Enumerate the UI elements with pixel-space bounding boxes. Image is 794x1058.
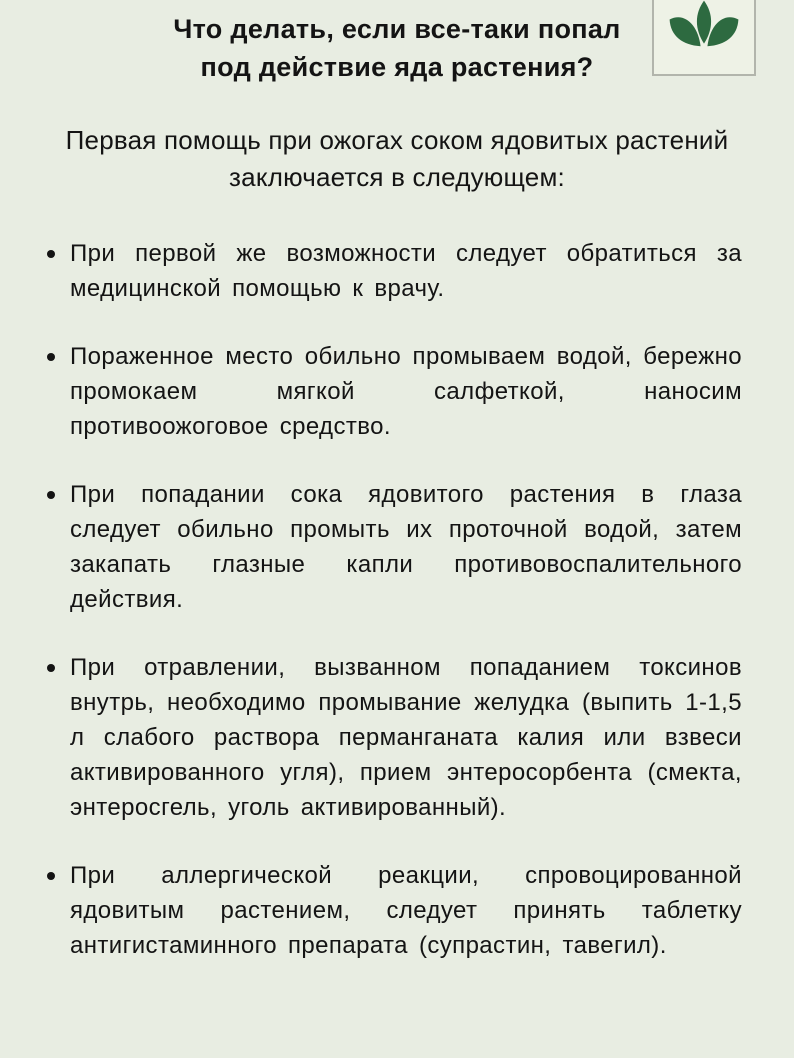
logo bbox=[652, 0, 756, 76]
list-item bbox=[44, 339, 742, 444]
bullet-dot bbox=[47, 353, 55, 361]
leaf-left bbox=[670, 17, 701, 46]
leaf-right bbox=[707, 17, 738, 46]
list-item-text: При первой же возможности следует обратиться за медицинской помощью к врачу. bbox=[70, 240, 742, 302]
first-aid-list bbox=[0, 236, 794, 963]
bullet-dot bbox=[47, 872, 55, 880]
list-item-text: При попадании сока ядовитого растения в глаза следует обильно промыть их проточной водой, затем закапать глазные капли противовоспалительного действия. bbox=[70, 481, 742, 613]
bullet-dot bbox=[47, 250, 55, 258]
intro-text-line-1: Первая помощь при ожогах соком ядовитых растений bbox=[65, 125, 729, 155]
page-title-line-1: Что делать, если все-таки попал bbox=[173, 14, 621, 44]
page-title-line-2: под действие яда растения? bbox=[200, 52, 594, 82]
list-item-text: При аллергической реакции, спровоцированной ядовитым растением, следует принять таблетку антигистаминного препарата (супрастин, тавегил). bbox=[70, 862, 742, 959]
list-item bbox=[44, 477, 742, 617]
bullet-dot bbox=[47, 491, 55, 499]
intro-text-line-2: заключается в следующем: bbox=[229, 162, 565, 192]
plant-leaves-icon bbox=[661, 0, 747, 60]
list-item bbox=[44, 650, 742, 825]
list-item bbox=[44, 236, 742, 306]
leaf-center bbox=[697, 1, 711, 44]
list-item-text: При отравлении, вызванном попаданием токсинов внутрь, необходимо промывание желудка (выпить 1-1,5 л слабого раствора перманганата калия или взвеси активированного угля), прием энтеросорбента (смекта, энтеросгель, уголь активированный). bbox=[70, 654, 742, 821]
list-item bbox=[44, 858, 742, 963]
list-item-text: Пораженное место обильно промываем водой, бережно промокаем мягкой салфеткой, наносим противоожоговое средство. bbox=[70, 343, 742, 440]
intro-text bbox=[0, 122, 794, 196]
bullet-dot bbox=[47, 664, 55, 672]
